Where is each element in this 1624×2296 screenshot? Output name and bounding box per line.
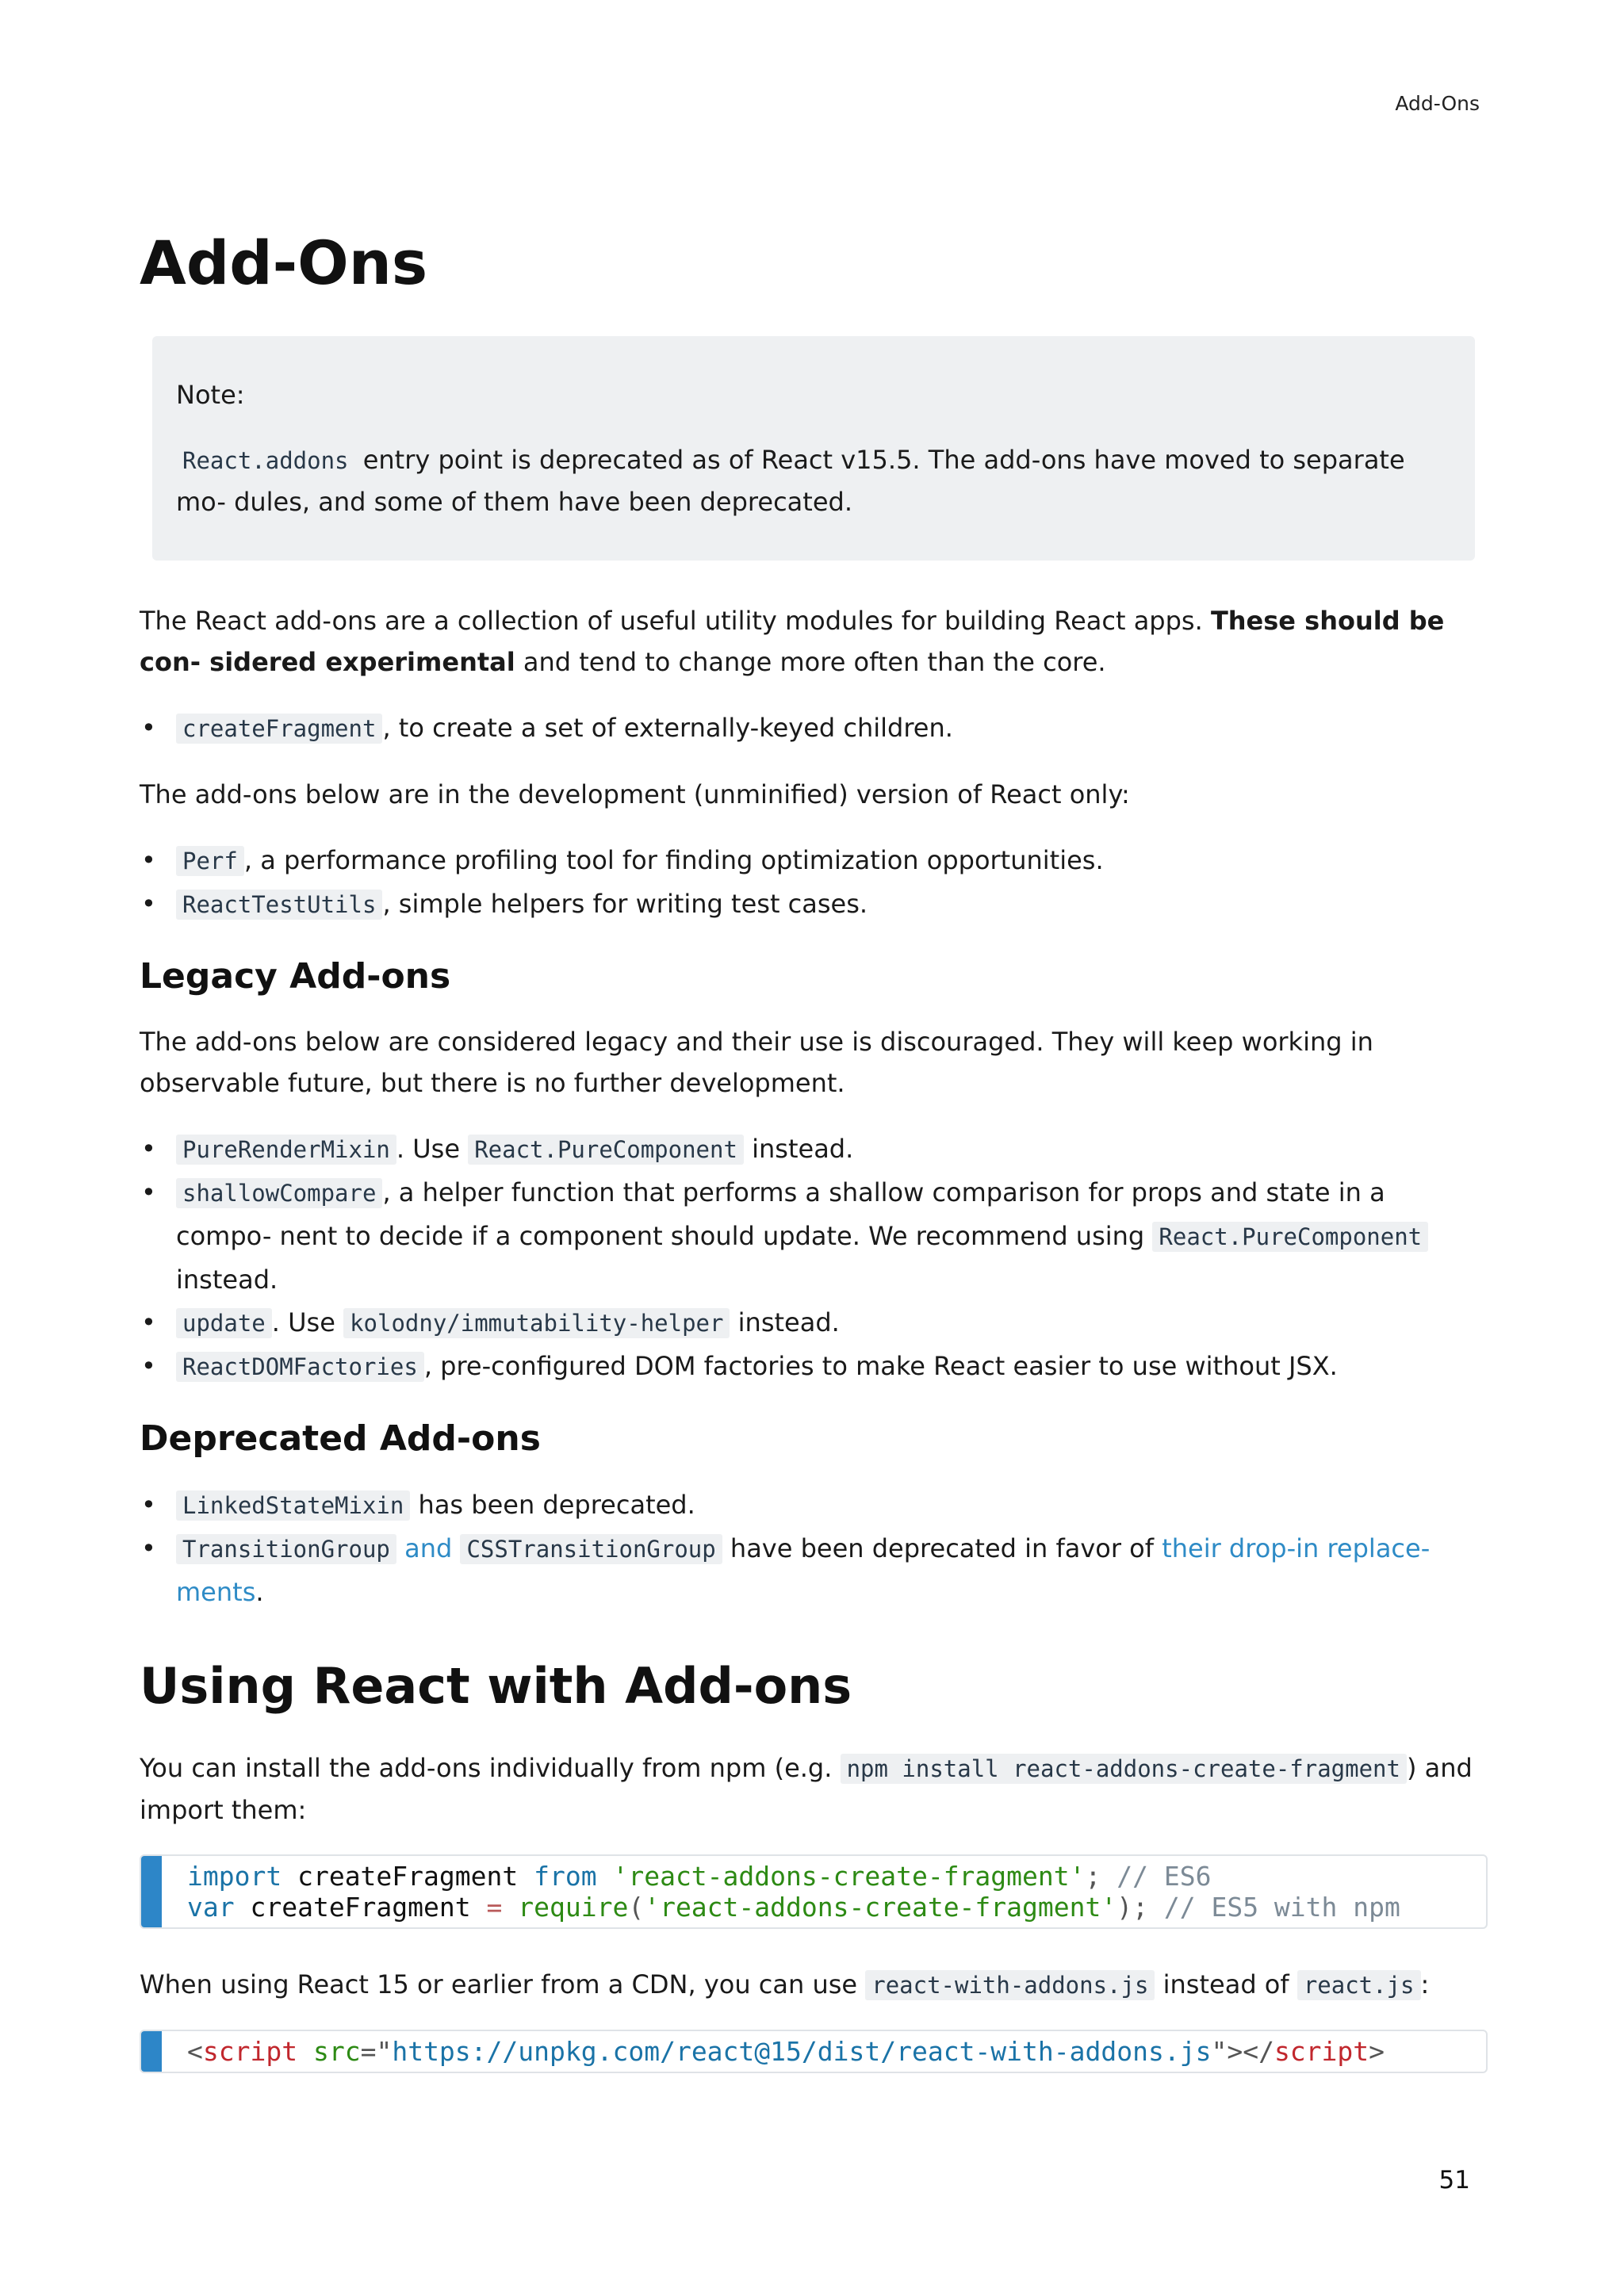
running-header: Add-Ons — [1395, 92, 1480, 115]
link-and: and — [404, 1533, 453, 1564]
list-item: • TransitionGroup and CSSTransitionGroup have been deprecated in favor of their drop-in replace- ments. — [141, 1533, 1431, 1608]
list-deprecated — [140, 1483, 1488, 1613]
list-item-text: have been deprecated in favor of — [730, 1533, 1155, 1564]
inline-code: React.addons — [176, 446, 355, 476]
list-item-text: . Use — [271, 1307, 335, 1337]
list-item-tail: instead. — [752, 1133, 854, 1164]
inline-code: ReactDOMFactories — [176, 1352, 424, 1382]
note-label: Note: — [176, 379, 245, 410]
code-accent-bar — [141, 2031, 162, 2072]
dev-note: The add-ons below are in the development (unminified) version of React only: — [140, 779, 1130, 809]
list-item-text: , pre-configured DOM factories to make React easier to use without JSX. — [423, 1350, 1338, 1381]
inline-code: update — [176, 1308, 272, 1338]
note-body: entry point is deprecated as of React v15.5. The add-ons have moved to separate mo- dules, and some of them have been deprecated. — [176, 444, 1405, 517]
inline-code: Perf — [176, 846, 244, 876]
code-accent-bar — [141, 1856, 162, 1927]
list-item: • createFragment , to create a set of externally-keyed children. — [141, 712, 953, 743]
legacy-intro: The add-ons below are considered legacy and their use is discouraged. They will keep working in observable future, but there is no further development. — [140, 1026, 1373, 1098]
list-item: • ReactDOMFactories , pre-configured DOM factories to make React easier to use without JSX. — [141, 1350, 1338, 1381]
cdn-text: When using React 15 or earlier from a CDN, you can use — [140, 1969, 858, 1999]
intro-tail: and tend to change more often than the core. — [523, 646, 1106, 677]
inline-code: PureRenderMixin — [176, 1135, 396, 1165]
list-core — [140, 706, 1488, 750]
cdn-tail: : — [1420, 1969, 1430, 1999]
inline-code: createFragment — [176, 714, 382, 744]
list-item-text: , to create a set of externally-keyed children. — [382, 712, 953, 743]
inline-code: LinkedStateMixin — [176, 1490, 410, 1521]
list-dev — [140, 839, 1488, 926]
deprecated-heading: Deprecated Add-ons — [140, 1418, 541, 1459]
list-item: • ReactTestUtils , simple helpers for writing test cases. — [141, 888, 868, 919]
using-intro — [140, 1747, 1488, 1831]
inline-code: react.js — [1297, 1970, 1421, 2000]
list-item: • LinkedStateMixin has been deprecated. — [141, 1490, 695, 1521]
list-legacy — [140, 1127, 1488, 1388]
using-intro-text: You can install the add-ons individually from npm (e.g. — [140, 1752, 833, 1783]
list-item-text: has been deprecated. — [418, 1490, 695, 1521]
intro-bold: These should be con- sidered experimental — [140, 605, 1445, 677]
page-number: 51 — [1438, 2166, 1470, 2195]
cdn-mid: instead of — [1162, 1969, 1289, 1999]
drop-in-replacements-link[interactable]: their drop-in replace- ments — [176, 1533, 1431, 1608]
list-item-text: . Use — [396, 1133, 461, 1164]
inline-code: ReactTestUtils — [176, 890, 382, 920]
inline-code: CSSTransitionGroup — [460, 1534, 722, 1564]
list-item-text: , a performance profiling tool for finding optimization opportunities. — [243, 844, 1104, 875]
page-content — [140, 230, 1488, 2108]
list-item: • shallowCompare , a helper function that performs a shallow comparison for props and state in a compo- nent to decide if a component should update. We recommend using React.PureComponent instead. — [176, 1171, 1488, 1301]
list-item-tail: instead. — [176, 1264, 278, 1295]
inline-code: React.PureComponent — [1152, 1222, 1428, 1252]
transitiongroup-link[interactable] — [176, 1533, 722, 1563]
intro-paragraph — [140, 600, 1488, 683]
inline-code: react-with-addons.js — [865, 1970, 1155, 2000]
list-item-tail: . — [255, 1577, 264, 1608]
using-intro-tail: ) and import them: — [140, 1752, 1473, 1825]
code-block-import: import createFragment from 'react-addons-create-fragment'; // ES6 var createFragment = require('react-addons-create-fragment'); // ES5 with npm — [140, 1854, 1488, 1929]
code-block-script: <script src="https://unpkg.com/react@15/dist/react-with-addons.js"></script> — [140, 2030, 1488, 2073]
inline-code: npm install react-addons-create-fragment — [841, 1754, 1407, 1784]
note-text — [176, 439, 1451, 522]
page-title: Add-Ons — [140, 228, 428, 298]
inline-code: TransitionGroup — [176, 1534, 396, 1564]
using-heading: Using React with Add-ons — [140, 1657, 852, 1716]
inline-code: kolodny/immutability-helper — [343, 1308, 730, 1338]
intro-text: The React add-ons are a collection of useful utility modules for building React apps. — [140, 605, 1203, 636]
inline-code: React.PureComponent — [468, 1135, 744, 1165]
list-item: • Perf , a performance profiling tool for finding optimization opportunities. — [141, 844, 1104, 875]
list-item: • update . Use kolodny/immutability-helper instead. — [141, 1307, 840, 1337]
list-item-text: , a helper function that performs a shallow comparison for props and state in a compo- nent to decide if a component should update. We recommend using — [176, 1177, 1385, 1251]
list-item: • PureRenderMixin . Use React.PureComponent instead. — [141, 1133, 854, 1164]
cdn-paragraph — [140, 1964, 1488, 2006]
note-box — [152, 336, 1475, 561]
legacy-heading: Legacy Add-ons — [140, 955, 451, 997]
list-item-text: , simple helpers for writing test cases. — [382, 888, 868, 919]
list-item-tail: instead. — [737, 1307, 840, 1337]
inline-code: shallowCompare — [176, 1178, 382, 1208]
